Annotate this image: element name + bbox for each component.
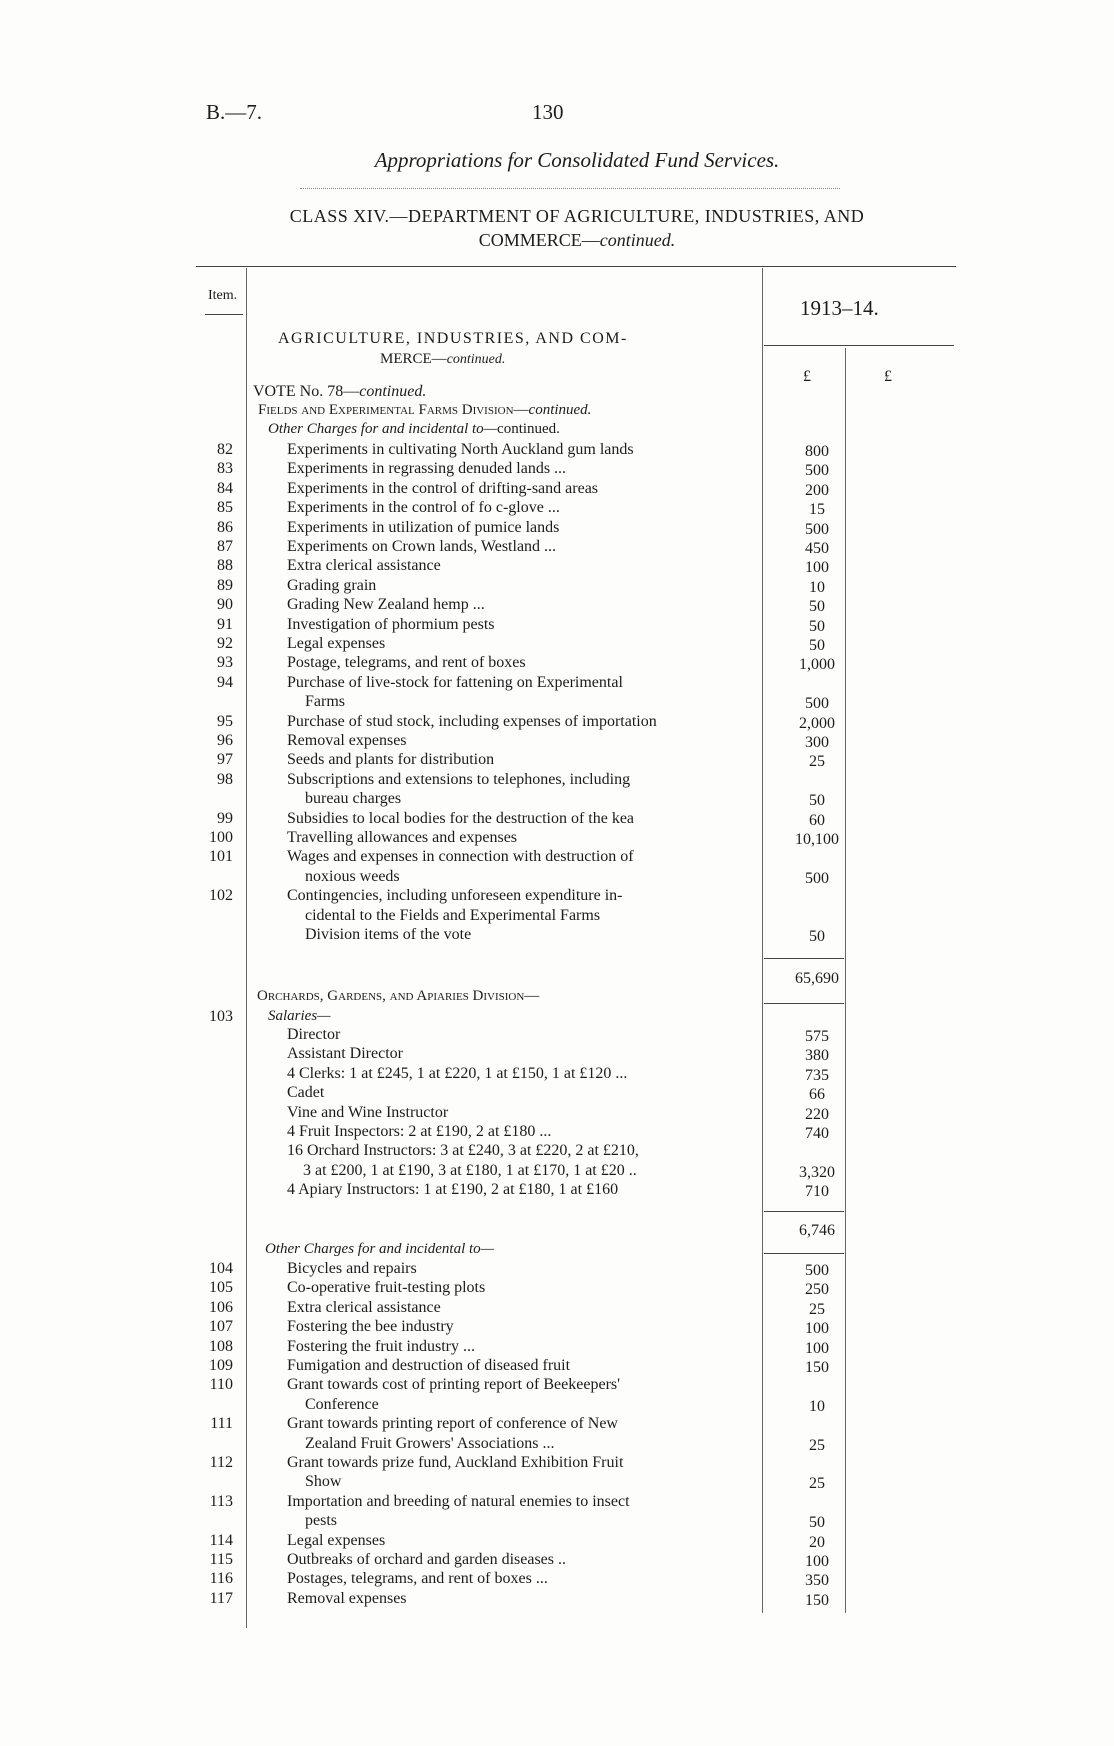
item-amount: 500: [805, 1262, 829, 1279]
item-description: Travelling allowances and expenses: [287, 829, 518, 846]
item-amount: 20: [809, 1533, 825, 1551]
vote-heading: VOTE No. 78—continued.: [253, 383, 427, 400]
item-amount: 50: [809, 598, 825, 616]
item-amount: 150: [805, 1359, 829, 1376]
salary-amount: 66: [809, 1086, 825, 1104]
item-amount: 250: [805, 1281, 829, 1299]
item-number: 82: [217, 441, 233, 458]
salary-description: Assistant Director: [287, 1045, 403, 1063]
item-number: 103: [209, 1008, 233, 1025]
item-amount: 100: [805, 559, 829, 577]
salary-amount: 710: [805, 1183, 829, 1201]
item-amount: 100: [805, 1553, 829, 1570]
item-amount: 25: [809, 753, 825, 771]
item-amount: 450: [805, 540, 829, 557]
item-description: Subsidies to local bodies for the destruction of the kea: [287, 809, 635, 827]
item-description: Fostering the fruit industry ...: [287, 1337, 475, 1355]
salary-description: 4 Clerks: 1 at £245, 1 at £220, 1 at £150, 1 at £120 ...: [287, 1064, 628, 1082]
item-description-cont: pests: [305, 1512, 337, 1530]
item-number: 113: [209, 1492, 233, 1510]
salary-amount: 740: [805, 1125, 829, 1142]
item-description: Experiments in cultivating North Auckland gum lands: [287, 441, 634, 458]
item-amount: 800: [805, 443, 829, 460]
item-description: Experiments in utilization of pumice lands: [287, 518, 560, 536]
item-description-cont: Zealand Fruit Growers' Associations ...: [305, 1434, 555, 1452]
item-amount: 10: [809, 578, 825, 596]
class-heading-line2: COMMERCE—continued.: [478, 230, 676, 250]
subtotal-fields-division: 65,690: [795, 970, 839, 987]
item-number: 116: [209, 1570, 233, 1588]
year-rule: [764, 345, 954, 346]
item-number: 84: [217, 479, 233, 497]
item-amount: 350: [805, 1572, 829, 1590]
other-charges-heading-2: Other Charges for and incidental to—: [265, 1241, 495, 1257]
salary-description: 4 Fruit Inspectors: 2 at £190, 2 at £180 ...: [287, 1123, 552, 1140]
salary-description: 16 Orchard Instructors: 3 at £240, 3 at £220, 2 at £210,: [287, 1142, 639, 1160]
item-column-divider: [246, 268, 247, 1628]
section-title-cont: MERCE—continued.: [380, 351, 506, 367]
item-description: Extra clerical assistance: [287, 1298, 441, 1316]
item-description: Fostering the bee industry: [287, 1318, 454, 1336]
item-number: 98: [217, 770, 233, 788]
item-description: Grant towards cost of printing report of Beekeepers': [287, 1376, 620, 1394]
item-description-cont: noxious weeds: [305, 867, 400, 885]
other-charges-heading: Other Charges for and incidental to—continued.: [268, 421, 560, 437]
salaries-heading: Salaries—: [268, 1008, 331, 1024]
subtotal2-rule-top: [764, 1211, 844, 1212]
item-description: Wages and expenses in connection with destruction of: [287, 848, 634, 866]
item-description: Removal expenses: [287, 732, 407, 749]
item-amount: 500: [805, 462, 829, 480]
currency-symbol: £: [803, 368, 811, 385]
item-amount: 10,100: [795, 831, 839, 848]
page-title: Appropriations for Consolidated Fund Services.: [374, 148, 780, 172]
item-amount: 15: [809, 501, 825, 519]
item-description: Postage, telegrams, and rent of boxes: [287, 654, 526, 672]
item-description: Purchase of stud stock, including expenses of importation: [287, 712, 657, 730]
salary-description-cont: 3 at £200, 1 at £190, 3 at £180, 1 at £170, 1 at £20 ..: [303, 1161, 637, 1179]
item-description: Bicycles and repairs: [287, 1260, 417, 1277]
item-number: 99: [217, 809, 233, 827]
item-number: 83: [217, 460, 233, 478]
item-number: 102: [209, 887, 233, 905]
division2-heading: Orchards, Gardens, and Apiaries Division—: [257, 988, 540, 1004]
item-description: Contingencies, including unforeseen expenditure in-: [287, 887, 623, 905]
item-description: Removal expenses: [287, 1589, 407, 1607]
item-amount: 50: [809, 637, 825, 654]
item-number: 88: [217, 557, 233, 575]
item-description: Experiments on Crown lands, Westland ...: [287, 538, 557, 555]
item-description: Postages, telegrams, and rent of boxes ...: [287, 1570, 548, 1588]
division-heading: Fields and Experimental Farms Division—continued.: [258, 402, 592, 418]
item-number: 93: [217, 654, 233, 672]
item-number: 97: [217, 751, 233, 769]
item-number: 96: [217, 732, 233, 749]
item-description: Importation and breeding of natural enemies to insect: [287, 1492, 630, 1510]
class-heading-line1: CLASS XIV.—DEPARTMENT OF AGRICULTURE, INDUSTRIES, AND: [289, 206, 865, 226]
amount-column-divider: [762, 268, 763, 1613]
item-number: 87: [217, 538, 233, 555]
item-description: Outbreaks of orchard and garden diseases ..: [287, 1551, 567, 1568]
item-amount: 100: [805, 1320, 829, 1338]
item-amount: 25: [809, 1436, 825, 1454]
salary-amount: 220: [805, 1105, 829, 1123]
item-number: 109: [209, 1357, 233, 1374]
table-top-rule: [196, 266, 956, 267]
item-number: 107: [209, 1318, 233, 1336]
subtotal-orchards-salaries: 6,746: [799, 1222, 835, 1239]
item-amount: 2,000: [799, 714, 835, 732]
page-number: 130: [532, 100, 564, 124]
item-description-cont: Show: [305, 1473, 342, 1491]
item-number: 112: [209, 1454, 233, 1471]
item-amount: 200: [805, 481, 829, 499]
item-amount: 500: [805, 520, 829, 538]
item-number: 106: [209, 1298, 233, 1316]
year-header: 1913–14.: [800, 296, 879, 320]
item-number: 104: [209, 1260, 233, 1277]
item-number: 94: [217, 673, 233, 691]
item-amount: 50: [809, 1514, 825, 1532]
item-amount: 300: [805, 734, 829, 751]
item-number: 110: [209, 1376, 233, 1394]
item-amount: 150: [805, 1591, 829, 1609]
item-amount: 50: [809, 617, 825, 635]
item-number: 86: [217, 518, 233, 536]
item-header-rule: [205, 314, 243, 315]
currency-symbol-2: £: [884, 368, 892, 385]
item-description: Extra clerical assistance: [287, 557, 441, 575]
item-description: Purchase of live-stock for fattening on Experimental: [287, 673, 623, 691]
salary-description: Cadet: [287, 1084, 325, 1102]
item-number: 95: [217, 712, 233, 730]
item-description: Grading New Zealand hemp ...: [287, 596, 485, 614]
item-description-cont: bureau charges: [305, 790, 402, 808]
salary-description: Vine and Wine Instructor: [287, 1103, 449, 1121]
item-number: 85: [217, 499, 233, 517]
item-amount: 100: [805, 1339, 829, 1357]
title-divider: [300, 188, 840, 189]
item-amount: 500: [805, 695, 829, 713]
item-amount: 25: [809, 1475, 825, 1493]
subtotal-rule-top: [764, 958, 844, 959]
item-number: 90: [217, 596, 233, 614]
item-description: Legal expenses: [287, 1531, 386, 1549]
item-description: Co-operative fruit-testing plots: [287, 1279, 486, 1297]
item-number: 92: [217, 635, 233, 652]
salary-amount: 735: [805, 1066, 829, 1084]
item-number: 111: [210, 1415, 233, 1433]
salary-description: Director: [287, 1026, 341, 1043]
salary-amount: 3,320: [799, 1163, 835, 1181]
item-number: 91: [217, 615, 233, 633]
subtotal2-rule-bottom: [764, 1253, 844, 1254]
item-amount: 500: [805, 869, 829, 887]
item-description: Legal expenses: [287, 635, 386, 652]
item-description: Seeds and plants for distribution: [287, 751, 495, 769]
item-amount: 60: [809, 811, 825, 829]
item-description: Experiments in regrassing denuded lands ...: [287, 460, 567, 478]
item-description: Subscriptions and extensions to telephones, including: [287, 770, 631, 788]
document-reference: B.—7.: [206, 100, 263, 124]
salary-description: 4 Apiary Instructors: 1 at £190, 2 at £180, 1 at £160: [287, 1181, 619, 1199]
item-description: Grant towards printing report of conference of New: [287, 1415, 618, 1433]
item-description: Experiments in the control of drifting-sand areas: [287, 479, 599, 497]
item-description-cont: Conference: [305, 1395, 379, 1413]
item-description-cont: Division items of the vote: [305, 926, 472, 943]
item-number: 89: [217, 576, 233, 594]
item-description: Experiments in the control of fo c-glove ...: [287, 499, 560, 517]
item-number: 115: [209, 1551, 233, 1568]
item-number: 100: [209, 829, 233, 846]
item-description: Grading grain: [287, 576, 377, 594]
salary-amount: 575: [805, 1028, 829, 1045]
salary-amount: 380: [805, 1047, 829, 1065]
item-number: 117: [209, 1589, 233, 1607]
item-column-header: Item.: [208, 288, 238, 303]
item-number: 108: [209, 1337, 233, 1355]
item-amount: 1,000: [799, 656, 835, 674]
item-description-cont: cidental to the Fields and Experimental Farms: [305, 906, 601, 924]
item-description: Grant towards prize fund, Auckland Exhibition Fruit: [287, 1454, 624, 1471]
item-amount: 50: [809, 792, 825, 810]
item-number: 114: [209, 1531, 233, 1549]
item-description-cont: Farms: [305, 693, 345, 711]
item-number: 101: [209, 848, 233, 866]
section-title: AGRICULTURE, INDUSTRIES, AND COM-: [278, 330, 628, 347]
item-description: Investigation of phormium pests: [287, 615, 495, 633]
item-amount: 25: [809, 1300, 825, 1318]
item-amount: 10: [809, 1397, 825, 1415]
item-amount: 50: [809, 928, 825, 945]
subtotal-rule-bottom: [764, 1003, 844, 1004]
item-number: 105: [209, 1279, 233, 1297]
item-description: Fumigation and destruction of diseased fruit: [287, 1357, 571, 1374]
